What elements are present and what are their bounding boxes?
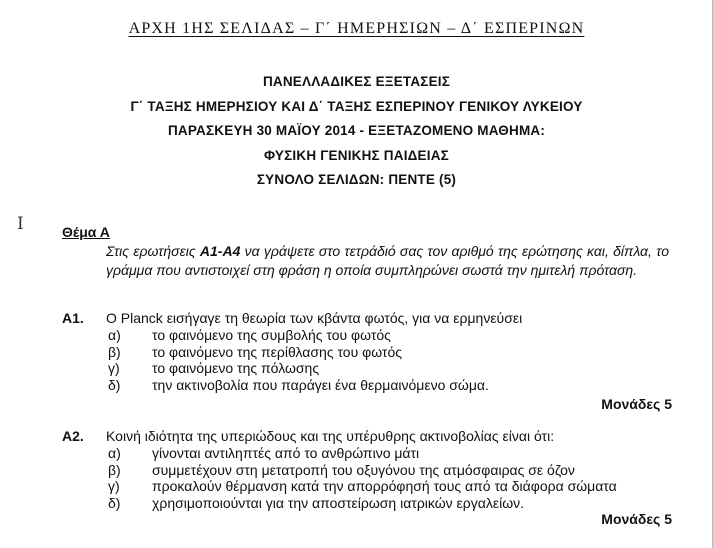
answer-options: [106, 445, 672, 511]
exam-title-line: ΠΑΡΑΣΚΕΥΗ 30 ΜΑΪΟΥ 2014 - ΕΞΕΤΑΖΟΜΕΝΟ ΜΑΘΗΜΑ:: [167, 123, 546, 138]
question-text: Ο Planck εισήγαγε τη θεωρία των κβάντα φωτός, για να ερμηνεύσει: [106, 310, 523, 326]
question-number: Α2.: [62, 428, 84, 444]
question-number: Α1.: [62, 310, 84, 326]
section-instructions: [106, 242, 669, 279]
exam-subject-line: ΦΥΣΙΚΗ ΓΕΝΙΚΗΣ ΠΑΙΔΕΙΑΣ: [264, 147, 449, 163]
option-letter: δ): [108, 376, 121, 393]
option-text: το φαινόμενο της περίθλασης του φωτός: [152, 343, 402, 360]
answer-option: [106, 445, 672, 462]
answer-options: [106, 327, 672, 393]
option-letter: γ): [108, 360, 120, 376]
question-a2: [62, 428, 672, 527]
exam-title-line: Γ΄ ΤΑΞΗΣ ΗΜΕΡΗΣΙΟΥ ΚΑΙ Δ΄ ΤΑΞΗΣ ΕΣΠΕΡΙΝΟΥ ΓΕΝΙΚΟΥ ΛΥΚΕΙΟΥ: [130, 98, 583, 114]
option-letter: β): [108, 461, 121, 478]
option-letter: α): [108, 445, 121, 461]
section-title: Θέμα Α: [62, 224, 110, 240]
option-letter: α): [108, 327, 121, 343]
option-text: συμμετέχουν στη μετατροπή του οξυγόνου της ατμόσφαιρας σε όζον: [152, 461, 575, 478]
option-text: προκαλούν θέρμανση κατά την απορρόφησή τους από τα διάφορα σώματα: [152, 478, 617, 494]
page-count-line: ΣΥΝΟΛΟ ΣΕΛΙΔΩΝ: ΠΕΝΤΕ (5): [256, 172, 457, 187]
text-cursor-icon: I: [17, 214, 24, 234]
question-a1: [62, 310, 672, 412]
option-text: το φαινόμενο της συμβολής του φωτός: [152, 327, 391, 343]
option-text: την ακτινοβολία που παράγει ένα θερμαινόμενο σώμα.: [152, 376, 489, 393]
instructions-text: Στις ερωτήσεις: [106, 243, 200, 259]
instructions-question-range: Α1-Α4: [199, 243, 241, 259]
option-text: χρησιμοποιούνται για την αποστείρωση ιατρικών εργαλείων.: [152, 494, 525, 511]
question-text: Κοινή ιδιότητα της υπεριώδους και της υπέρυθρης ακτινοβολίας είναι ότι:: [106, 428, 555, 444]
answer-option: [106, 495, 672, 512]
answer-option: [106, 478, 672, 495]
answer-option: [106, 344, 672, 361]
option-letter: δ): [108, 494, 121, 511]
answer-option: [106, 360, 672, 377]
exam-title-line: ΠΑΝΕΛΛΑΔΙΚΕΣ ΕΞΕΤΑΣΕΙΣ: [262, 74, 451, 89]
answer-option: [106, 462, 672, 479]
question-marks: Μονάδες 5: [601, 396, 672, 412]
instructions-text: να γράψετε στο τετράδιό σας τον αριθμό της ερώτησης και, δίπλα, το γράμμα που αντιστοιχεί στη φράση η οποία συμπληρώνει σωστά την ημιτελή πρόταση.: [106, 243, 670, 278]
answer-option: [106, 377, 672, 394]
option-text: το φαινόμενο της πόλωσης: [152, 360, 320, 376]
question-marks: Μονάδες 5: [601, 511, 672, 527]
page-header: ΑΡΧΗ 1ΗΣ ΣΕΛΙΔΑΣ – Γ΄ ΗΜΕΡΗΣΙΩΝ – Δ΄ ΕΣΠΕΡΙΝΩΝ: [128, 20, 585, 37]
option-letter: β): [108, 343, 121, 360]
option-letter: γ): [108, 478, 120, 494]
answer-option: [106, 327, 672, 344]
option-text: γίνονται αντιληπτές από το ανθρώπινο μάτι: [152, 445, 420, 461]
exam-title-block: [0, 70, 713, 193]
